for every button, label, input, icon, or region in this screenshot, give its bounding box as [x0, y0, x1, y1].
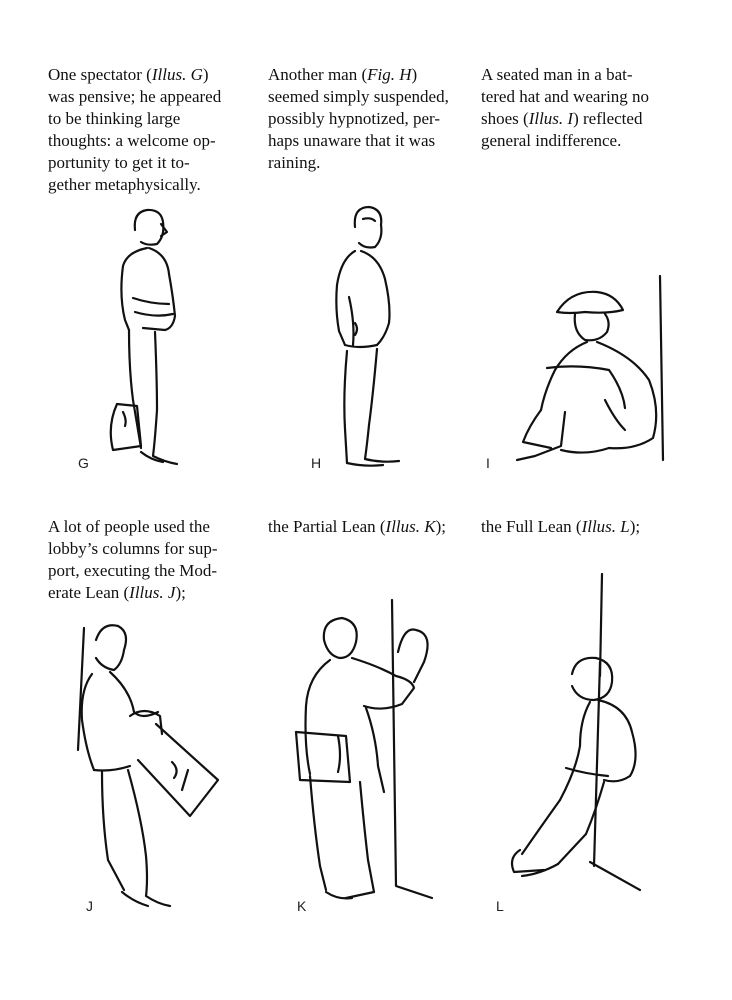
caption-l-illus-ref: Illus. L — [581, 517, 630, 536]
caption-j-line-3: port, executing the Mod- — [48, 561, 218, 580]
caption-h-line-5: raining. — [268, 153, 321, 172]
caption-j-illus-ref: Illus. J — [129, 583, 176, 602]
figure-letter-i: I — [486, 455, 490, 471]
caption-g-line-6: gether metaphysically. — [48, 175, 201, 194]
man-full-lean-sketch — [500, 570, 660, 900]
caption-i-line-1: A seated man in a bat- — [481, 65, 633, 84]
caption-h-fig-ref: Fig. H — [367, 65, 412, 84]
caption-l-text-2: ); — [629, 517, 641, 536]
caption-h-line-3: possibly hypnotized, per- — [268, 109, 440, 128]
caption-j-text-1: erate Lean ( — [48, 583, 130, 602]
caption-i — [481, 64, 681, 152]
caption-l — [481, 516, 681, 538]
caption-i-text-1: shoes ( — [481, 109, 529, 128]
figure-letter-g: G — [78, 455, 89, 471]
caption-h-line-2: seemed simply suspended, — [268, 87, 449, 106]
caption-g-line-5: portunity to get it to- — [48, 153, 190, 172]
caption-k — [268, 516, 478, 538]
caption-k-illus-ref: Illus. K — [385, 517, 436, 536]
man-seated-sketch — [505, 270, 675, 470]
figure-letter-l: L — [496, 898, 504, 914]
caption-l-text-1: the Full Lean ( — [481, 517, 582, 536]
caption-j-text-2: ); — [175, 583, 186, 602]
caption-k-text-2: ); — [435, 517, 446, 536]
man-moderate-lean-sketch — [72, 620, 232, 920]
caption-h-line-4: haps unaware that it was — [268, 131, 436, 150]
man-partial-lean-sketch — [286, 596, 446, 906]
caption-j — [48, 516, 248, 604]
caption-i-illus-ref: Illus. I — [528, 109, 574, 128]
man-thinking-sketch — [95, 200, 215, 475]
caption-i-text-2: ) reflected — [573, 109, 643, 128]
caption-j-line-1: A lot of people used the — [48, 517, 210, 536]
caption-k-text-1: the Partial Lean ( — [268, 517, 386, 536]
caption-h-text-2: ) — [411, 65, 418, 84]
caption-g-illus-ref: Illus. G — [151, 65, 203, 84]
caption-j-line-2: lobby’s columns for sup- — [48, 539, 218, 558]
caption-g-text-2: ) — [202, 65, 209, 84]
figure-letter-j: J — [86, 898, 93, 914]
caption-g — [48, 64, 248, 196]
figure-letter-k: K — [297, 898, 307, 914]
caption-h-text-1: Another man ( — [268, 65, 368, 84]
caption-i-line-2: tered hat and wearing no — [481, 87, 650, 106]
caption-g-text-1: One spectator ( — [48, 65, 152, 84]
caption-g-line-4: thoughts: a welcome op- — [48, 131, 216, 150]
man-standing-sketch — [325, 205, 415, 475]
figure-letter-h: H — [311, 455, 322, 471]
caption-i-line-4: general indifference. — [481, 131, 622, 150]
caption-g-line-3: to be thinking large — [48, 109, 181, 128]
caption-h — [268, 64, 468, 174]
caption-g-line-2: was pensive; he appeared — [48, 87, 222, 106]
